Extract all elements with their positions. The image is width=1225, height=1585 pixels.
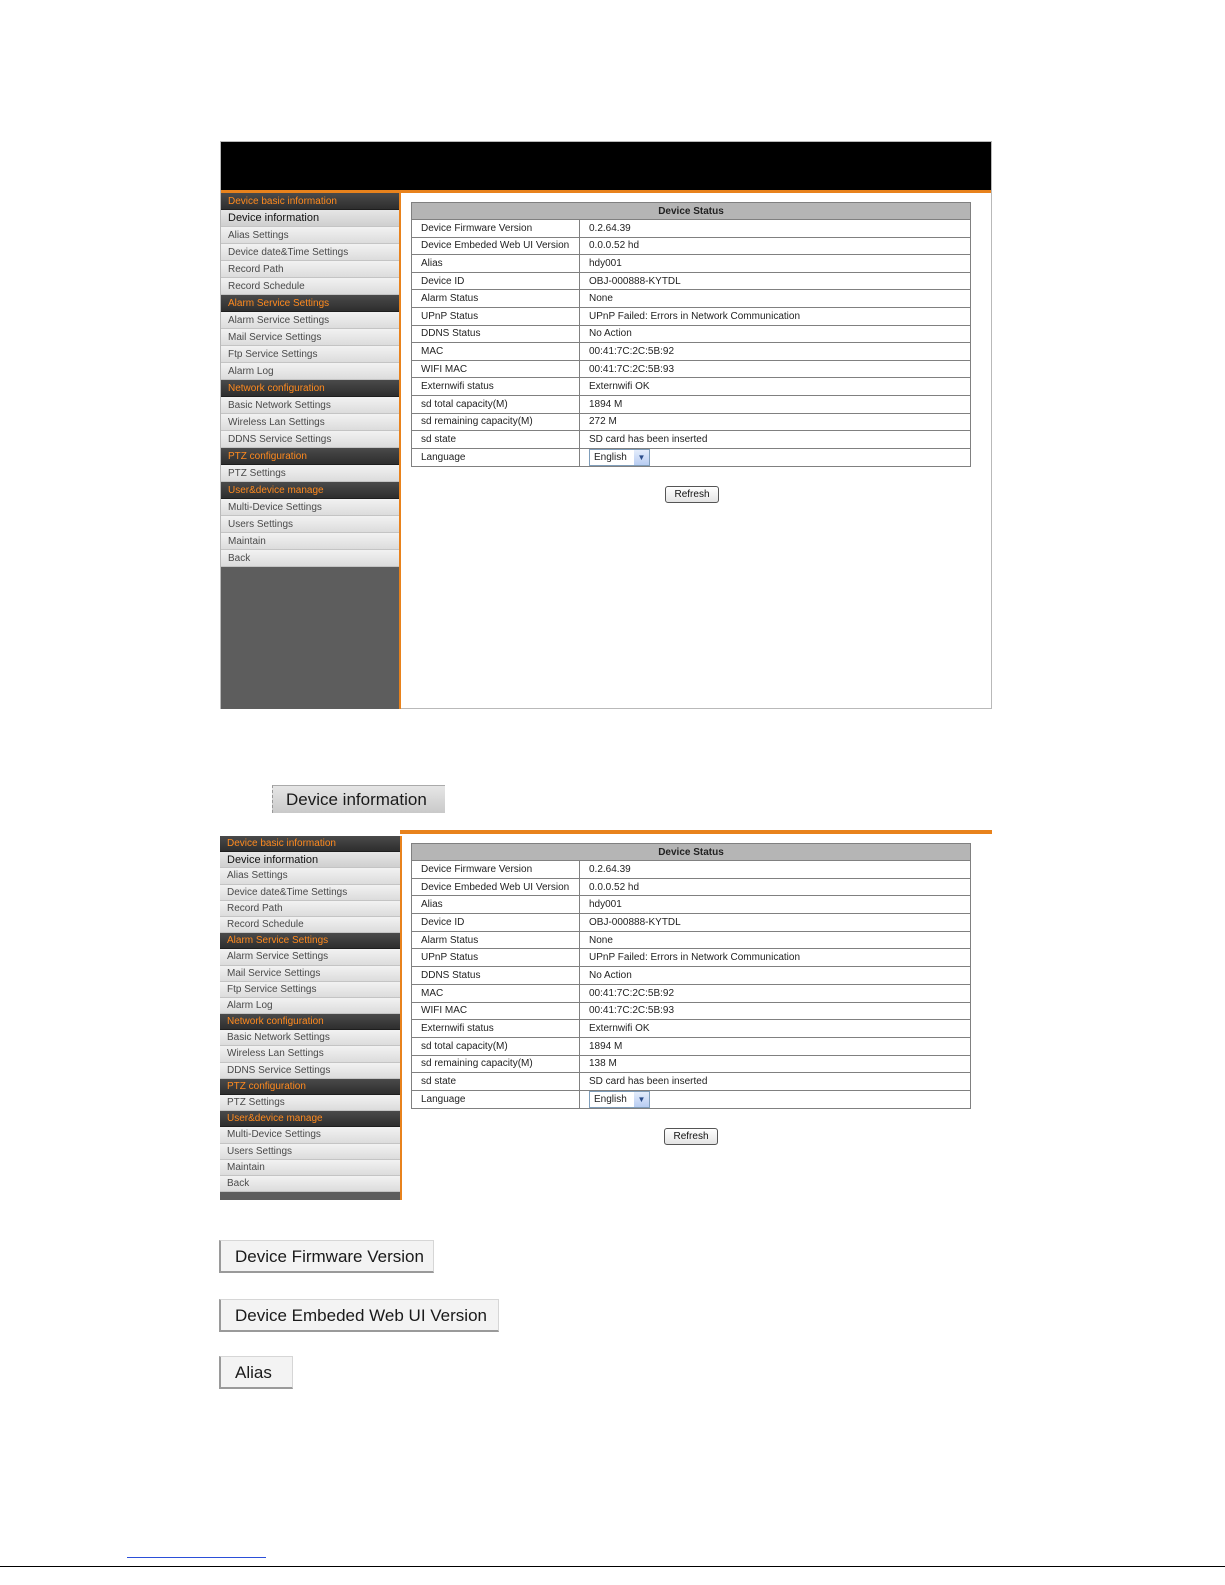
sidebar-item-ftp-service-settings[interactable]: Ftp Service Settings xyxy=(220,982,400,998)
sidebar-item-ddns-service-settings[interactable]: DDNS Service Settings xyxy=(221,431,399,448)
table-row xyxy=(412,949,971,967)
sidebar-group-ptz-configuration: PTZ configuration xyxy=(221,448,399,465)
sidebar-item-alias-settings[interactable]: Alias Settings xyxy=(220,868,400,884)
chevron-down-icon[interactable]: ▼ xyxy=(634,450,649,465)
field-label: sd total capacity(M) xyxy=(412,1037,580,1055)
zoom-alias-label: Alias xyxy=(219,1356,293,1389)
field-label: sd remaining capacity(M) xyxy=(412,1055,580,1073)
table-row xyxy=(412,413,971,431)
table-row xyxy=(412,360,971,378)
language-label: Language xyxy=(412,1090,580,1108)
language-label: Language xyxy=(412,448,580,466)
table-row xyxy=(412,272,971,290)
table-row xyxy=(412,220,971,238)
table-row xyxy=(412,237,971,255)
field-value: hdy001 xyxy=(580,255,971,273)
sidebar-item-ptz-settings[interactable]: PTZ Settings xyxy=(220,1095,400,1111)
field-label: Externwifi status xyxy=(412,378,580,396)
table-row xyxy=(412,1037,971,1055)
field-label: MAC xyxy=(412,984,580,1002)
table-title: Device Status xyxy=(412,203,971,220)
device-status-table xyxy=(411,843,971,1109)
table-row xyxy=(412,343,971,361)
sidebar-item-wireless-lan-settings[interactable]: Wireless Lan Settings xyxy=(220,1046,400,1062)
field-label: UPnP Status xyxy=(412,949,580,967)
table-row xyxy=(412,878,971,896)
table-row xyxy=(412,914,971,932)
language-cell xyxy=(580,448,971,466)
sidebar-item-alarm-log[interactable]: Alarm Log xyxy=(220,998,400,1014)
table-row xyxy=(412,307,971,325)
field-value: SD card has been inserted xyxy=(580,431,971,449)
field-value: 0.0.0.52 hd xyxy=(580,878,971,896)
field-label: sd total capacity(M) xyxy=(412,395,580,413)
sidebar-item-record-path[interactable]: Record Path xyxy=(221,261,399,278)
field-value: SD card has been inserted xyxy=(580,1073,971,1091)
sidebar-item-ftp-service-settings[interactable]: Ftp Service Settings xyxy=(221,346,399,363)
language-select-value: English xyxy=(594,451,627,463)
language-select[interactable] xyxy=(589,1091,650,1108)
field-label: sd state xyxy=(412,1073,580,1091)
zoom-device-information: Device information xyxy=(272,785,445,813)
field-label: Device Embeded Web UI Version xyxy=(412,237,580,255)
table-row xyxy=(412,1090,971,1108)
sidebar-group-alarm-service-settings: Alarm Service Settings xyxy=(221,295,399,312)
screenshot-1 xyxy=(220,141,992,709)
sidebar-item-users-settings[interactable]: Users Settings xyxy=(220,1144,400,1160)
sidebar-group-device-basic-information: Device basic information xyxy=(221,193,399,210)
sidebar-item-maintain[interactable]: Maintain xyxy=(220,1160,400,1176)
field-value: 0.2.64.39 xyxy=(580,220,971,238)
field-value: OBJ-000888-KYTDL xyxy=(580,914,971,932)
table-row xyxy=(412,290,971,308)
sidebar-group-user-device-manage: User&device manage xyxy=(220,1111,400,1127)
chevron-down-icon[interactable]: ▼ xyxy=(634,1092,649,1107)
refresh-button[interactable]: Refresh xyxy=(664,1128,718,1145)
sidebar-item-users-settings[interactable]: Users Settings xyxy=(221,516,399,533)
sidebar-item-multi-device-settings[interactable]: Multi-Device Settings xyxy=(220,1127,400,1143)
field-value: 1894 M xyxy=(580,395,971,413)
table-title: Device Status xyxy=(412,844,971,861)
sidebar-group-user-device-manage: User&device manage xyxy=(221,482,399,499)
field-label: Alias xyxy=(412,896,580,914)
field-value: 272 M xyxy=(580,413,971,431)
table-row xyxy=(412,984,971,1002)
main-content xyxy=(403,193,991,708)
field-label: DDNS Status xyxy=(412,325,580,343)
field-value: No Action xyxy=(580,325,971,343)
table-row xyxy=(412,431,971,449)
table-row xyxy=(412,255,971,273)
field-value: 00:41:7C:2C:5B:93 xyxy=(580,360,971,378)
sidebar-item-alarm-service-settings[interactable]: Alarm Service Settings xyxy=(221,312,399,329)
sidebar-item-ddns-service-settings[interactable]: DDNS Service Settings xyxy=(220,1063,400,1079)
field-label: sd state xyxy=(412,431,580,449)
footer-rule xyxy=(0,1566,1225,1567)
table-row xyxy=(412,896,971,914)
sidebar-item-mail-service-settings[interactable]: Mail Service Settings xyxy=(221,329,399,346)
field-label: Device Firmware Version xyxy=(412,861,580,879)
sidebar-item-alarm-service-settings[interactable]: Alarm Service Settings xyxy=(220,949,400,965)
screenshot-2 xyxy=(220,830,992,1200)
sidebar-group-device-basic-information: Device basic information xyxy=(220,836,400,852)
field-label: sd remaining capacity(M) xyxy=(412,413,580,431)
sidebar-group-network-configuration: Network configuration xyxy=(220,1014,400,1030)
field-value: No Action xyxy=(580,967,971,985)
field-value: 00:41:7C:2C:5B:92 xyxy=(580,984,971,1002)
header-bar xyxy=(221,142,991,190)
zoom-web-ui-label: Device Embeded Web UI Version xyxy=(219,1299,499,1332)
table-row xyxy=(412,378,971,396)
field-label: MAC xyxy=(412,343,580,361)
sidebar-item-multi-device-settings[interactable]: Multi-Device Settings xyxy=(221,499,399,516)
sidebar-item-maintain[interactable]: Maintain xyxy=(221,533,399,550)
field-value: 138 M xyxy=(580,1055,971,1073)
table-row xyxy=(412,861,971,879)
field-value: Externwifi OK xyxy=(580,378,971,396)
language-select[interactable] xyxy=(589,449,650,466)
sidebar-group-network-configuration: Network configuration xyxy=(221,380,399,397)
field-label: WIFI MAC xyxy=(412,360,580,378)
field-label: Alarm Status xyxy=(412,290,580,308)
field-value: UPnP Failed: Errors in Network Communication xyxy=(580,949,971,967)
field-label: Device ID xyxy=(412,914,580,932)
field-value: 00:41:7C:2C:5B:92 xyxy=(580,343,971,361)
footer-link-underline xyxy=(127,1557,266,1558)
field-label: DDNS Status xyxy=(412,967,580,985)
table-row xyxy=(412,931,971,949)
sidebar-group-alarm-service-settings: Alarm Service Settings xyxy=(220,933,400,949)
sidebar-item-device-date-time-settings[interactable]: Device date&Time Settings xyxy=(220,885,400,901)
table-row xyxy=(412,1055,971,1073)
field-label: Device Embeded Web UI Version xyxy=(412,878,580,896)
sidebar xyxy=(220,836,402,1200)
sidebar-group-ptz-configuration: PTZ configuration xyxy=(220,1079,400,1095)
sidebar-item-basic-network-settings[interactable]: Basic Network Settings xyxy=(220,1030,400,1046)
field-value: OBJ-000888-KYTDL xyxy=(580,272,971,290)
field-value: 1894 M xyxy=(580,1037,971,1055)
field-value: None xyxy=(580,290,971,308)
field-label: Device ID xyxy=(412,272,580,290)
table-row xyxy=(412,325,971,343)
sidebar-item-mail-service-settings[interactable]: Mail Service Settings xyxy=(220,966,400,982)
field-value: Externwifi OK xyxy=(580,1020,971,1038)
sidebar-item-device-information[interactable]: Device information xyxy=(221,210,399,227)
sidebar xyxy=(221,193,401,709)
main-content xyxy=(402,834,992,1200)
field-value: UPnP Failed: Errors in Network Communication xyxy=(580,307,971,325)
refresh-button[interactable]: Refresh xyxy=(665,486,719,503)
field-label: Externwifi status xyxy=(412,1020,580,1038)
sidebar-item-back[interactable]: Back xyxy=(220,1176,400,1192)
sidebar-item-record-path[interactable]: Record Path xyxy=(220,901,400,917)
zoom-firmware-label: Device Firmware Version xyxy=(219,1240,434,1273)
sidebar-item-wireless-lan-settings[interactable]: Wireless Lan Settings xyxy=(221,414,399,431)
sidebar-item-alias-settings[interactable]: Alias Settings xyxy=(221,227,399,244)
table-row xyxy=(412,967,971,985)
sidebar-item-record-schedule[interactable]: Record Schedule xyxy=(221,278,399,295)
language-cell xyxy=(580,1090,971,1108)
field-value: hdy001 xyxy=(580,896,971,914)
table-row xyxy=(412,448,971,466)
table-row xyxy=(412,395,971,413)
field-value: 00:41:7C:2C:5B:93 xyxy=(580,1002,971,1020)
sidebar-item-record-schedule[interactable]: Record Schedule xyxy=(220,917,400,933)
field-value: 0.0.0.52 hd xyxy=(580,237,971,255)
field-label: UPnP Status xyxy=(412,307,580,325)
sidebar-item-ptz-settings[interactable]: PTZ Settings xyxy=(221,465,399,482)
language-select-value: English xyxy=(594,1093,627,1105)
sidebar-item-device-information[interactable]: Device information xyxy=(220,852,400,868)
table-row xyxy=(412,1073,971,1091)
sidebar-item-device-date-time-settings[interactable]: Device date&Time Settings xyxy=(221,244,399,261)
field-label: Device Firmware Version xyxy=(412,220,580,238)
table-row xyxy=(412,1020,971,1038)
table-row xyxy=(412,1002,971,1020)
sidebar-item-alarm-log[interactable]: Alarm Log xyxy=(221,363,399,380)
field-label: Alias xyxy=(412,255,580,273)
device-status-table xyxy=(411,202,971,467)
field-value: None xyxy=(580,931,971,949)
sidebar-item-back[interactable]: Back xyxy=(221,550,399,567)
sidebar-item-basic-network-settings[interactable]: Basic Network Settings xyxy=(221,397,399,414)
field-value: 0.2.64.39 xyxy=(580,861,971,879)
field-label: Alarm Status xyxy=(412,931,580,949)
field-label: WIFI MAC xyxy=(412,1002,580,1020)
